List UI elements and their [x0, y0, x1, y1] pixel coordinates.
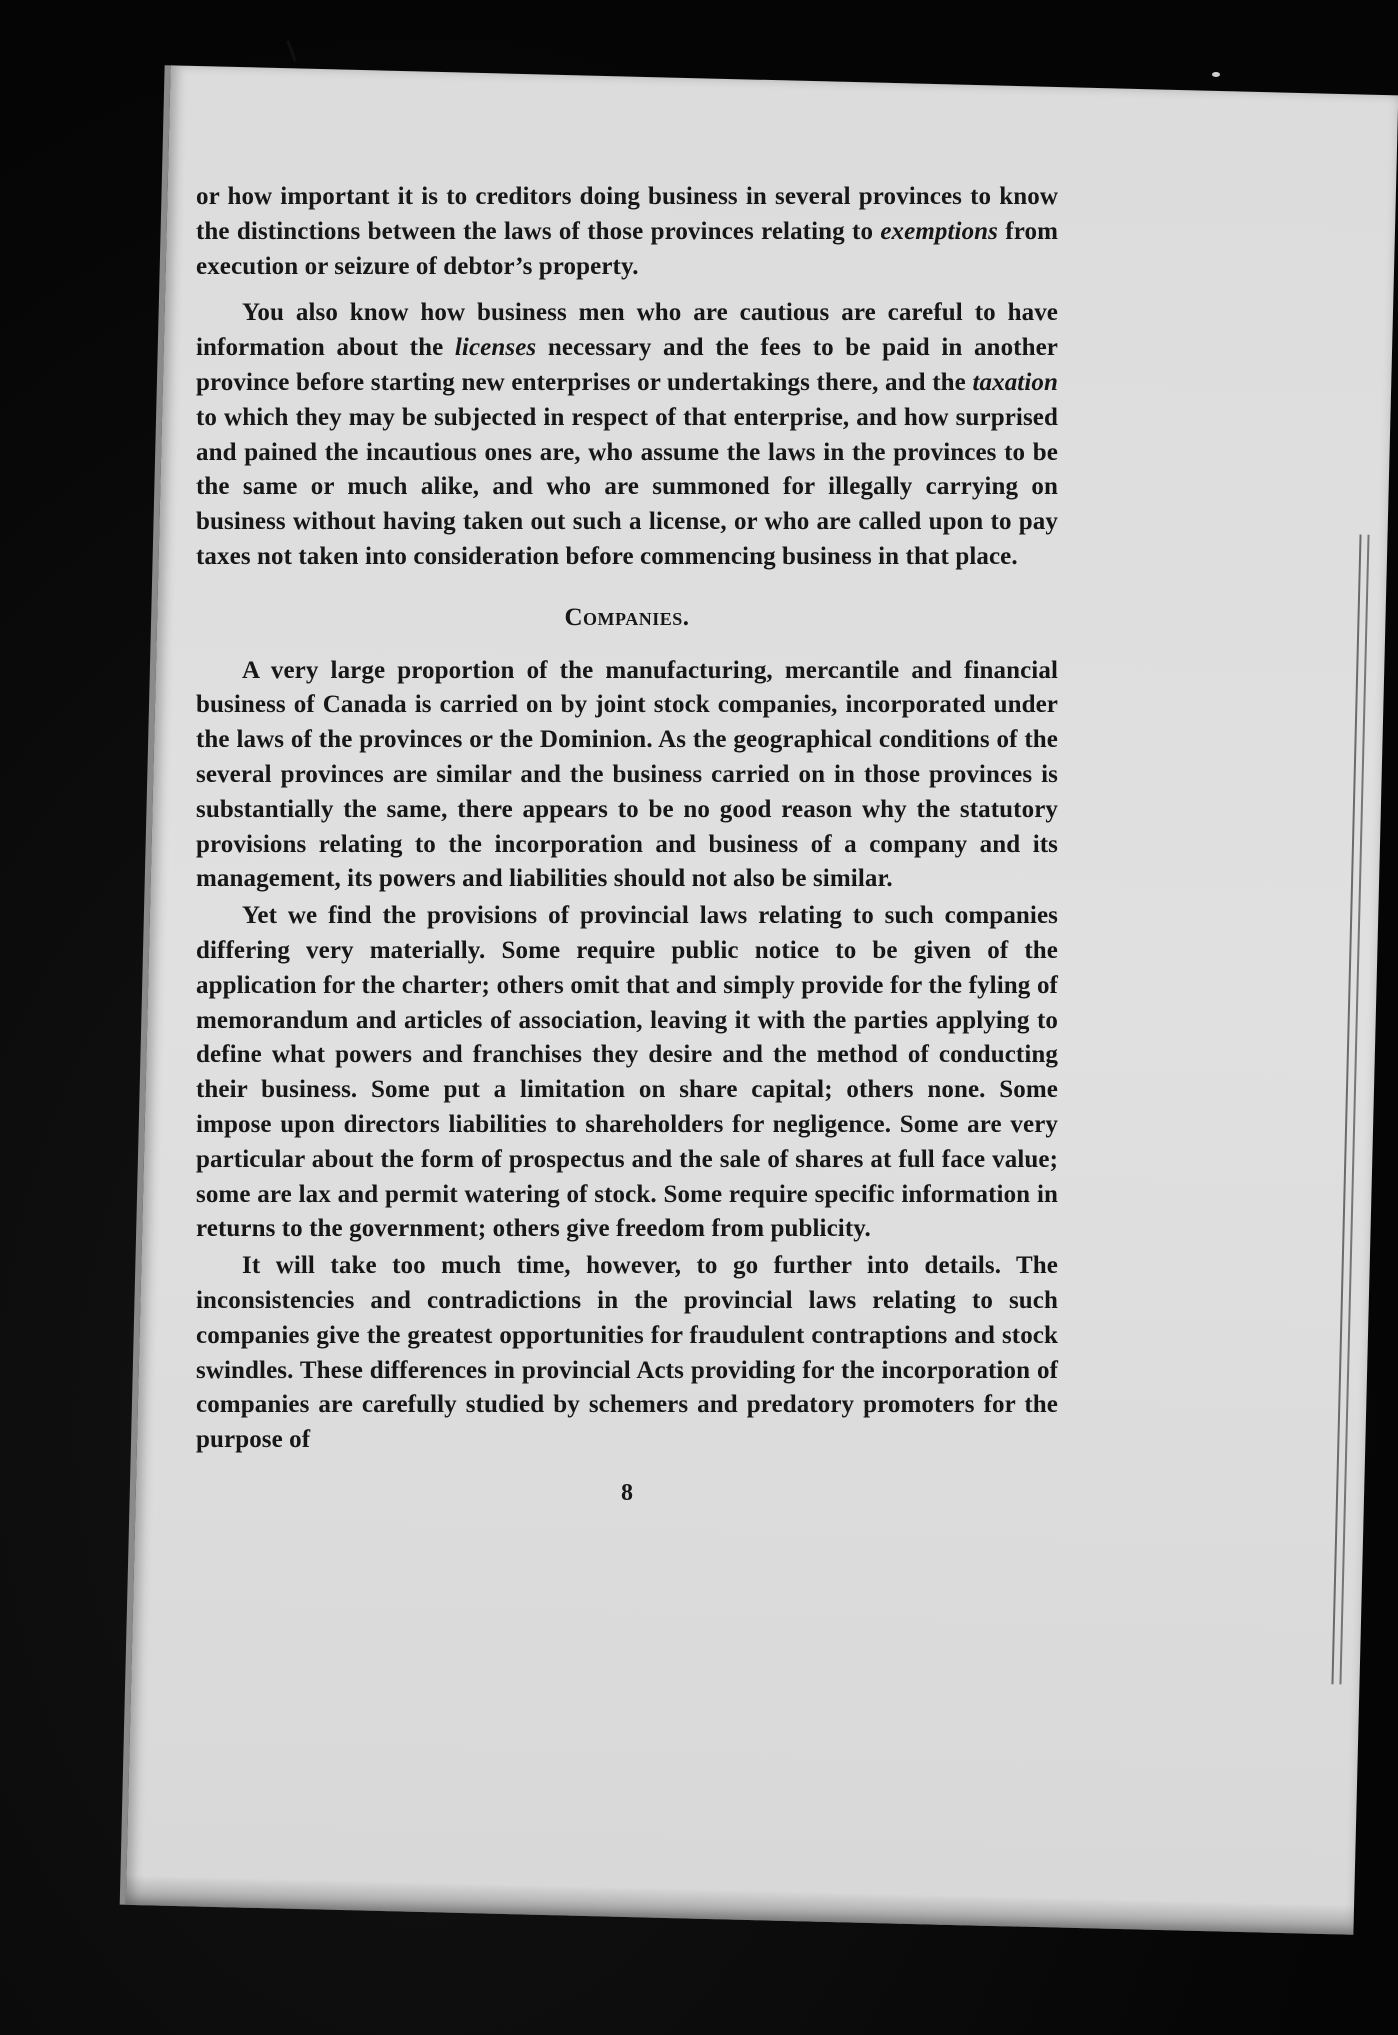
italic-term-licenses: licenses	[454, 334, 537, 362]
paragraph-text: or how important it is to creditors doing business in several provinces to know the distinctions between the laws of those provinces relating to	[196, 183, 1058, 245]
paragraph-inconsistencies: It will take too much time, however, to go further into details. The inconsistencies and contradictions in the provincial laws relating to such companies give the greatest opportunities for fraudulent contraptions and stock swindles. These differences in provincial Acts providing for the incorporation of companies are carefully studied by schemers and predatory promoters for the purpose of	[196, 1252, 1058, 1454]
paragraph-joint-stock: A very large proportion of the manufacturing, mercantile and financial business of Canada is carried on by joint stock companies, incorporated under the laws of the provinces or the Dominion. As the geographical conditions of the several provinces are similar and the business carried on in those provinces is substantially the same, there appears to be no good reason why the statutory provisions relating to the incorporation and business of a company and its management, its powers and liabilities should not also be similar.	[196, 656, 1058, 893]
paragraph-text: You also know how business men who are cautious are careful to have information about the	[196, 299, 1058, 362]
paragraph-exemptions	[196, 180, 1058, 284]
paragraph-text: from execution or seizure of debtor’s property.	[196, 217, 1058, 280]
paragraph-licenses	[196, 296, 1058, 574]
section-heading: Companies.	[564, 603, 690, 631]
italic-term-exemptions: exemptions	[880, 217, 999, 245]
page-number: 8	[620, 1479, 634, 1506]
document-body	[196, 180, 1058, 1511]
paragraph-provisions-differ: Yet we find the provisions of provincial laws relating to such companies differing very materially. Some require public notice to be given of the application for the charter; others omit that and simply provide for the fyling of memorandum and articles of association, leaving it with the parties applying to define what powers and franchises they desire and the method of conducting their business. Some put a limitation on share capital; others none. Some impose upon directors liabilities to shareholders for negligence. Some are very particular about the form of prospectus and the sale of shares at full face value; some are lax and permit watering of stock. Some require specific information in returns to the government; others give freedom from publicity.	[196, 902, 1058, 1243]
scan-artifact	[286, 40, 296, 62]
binding-edge	[1331, 535, 1369, 1685]
italic-term-taxation: taxation	[972, 368, 1058, 396]
paragraph-text: necessary and the fees to be paid in another province before starting new enterprises or undertakings there, and the	[196, 334, 1058, 396]
scan-artifact	[1212, 72, 1220, 77]
paragraph-text: to which they may be subjected in respect of that enterprise, and how surprised and pained the incautious ones are, who assume the laws in the provinces to be the same or much alike, and who are summoned for illegally carrying on business without having taken out such a license, or who are called upon to pay taxes not taken into consideration before commencing business in that place.	[196, 403, 1058, 570]
